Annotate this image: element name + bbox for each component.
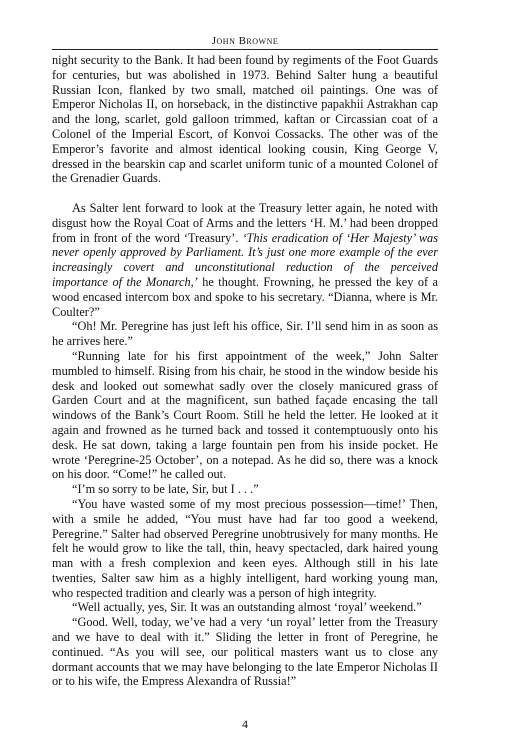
body-text: [52, 53, 438, 689]
paragraph-1: [52, 53, 438, 186]
paragraph-segment: “Well actually, yes, Sir. It was an outstanding almost ‘royal’ weekend.”: [72, 600, 422, 615]
paragraph-segment: night security to the Bank. It had been found by regiments of the Foot Guards for centuries, but was abolished in 1973. Behind Salter hung a beautiful Russian Icon, flanked by two small, matched oil paintings. One was of Emperor Nicholas II, on horseback, in the distinctive papakhii Astrakhan cap and the long, scarlet, gold galloon trimmed, kaftan or Circassian coat of a Colonel of the Imperial Escort, of Konvoi Cossacks. The other was of the Emperor’s favorite and almost identical looking cousin, King George V, dressed in the bearskin cap and scarlet uniform tunic of a mounted Colonel of the Grenadier Guards.: [52, 53, 438, 186]
paragraph-5: [52, 482, 438, 497]
paragraph-3: [52, 319, 438, 349]
paragraph-segment: As Salter lent forward to look at the Treasury letter again, he noted with disgust how the Royal Coat of Arms and the letters ‘H. M.’ had been dropped from in front of the word ‘Treasury’.: [52, 200, 438, 245]
paragraph-2: [52, 201, 438, 319]
paragraph-segment: “You have wasted some of my most precious possession—time!’ Then, with a smile he added, “You must have had far too good a weekend, Peregrine.” Salter had observed Peregrine unobtrusively for many months. He felt he would grow to like the tall, thin, heavy spectacled, dark haired young man with a fresh complexion and keen eyes. Although still in his late twenties, Salter saw him as a highly intelligent, hard working young man, who respected tradition and clearly was a person of high integrity.: [52, 496, 438, 600]
page-number: 4: [242, 717, 248, 731]
paragraph-segment: “Running late for his first appointment of the week,” John Salter mumbled to himself. Rising from his chair, he stood in the window beside his desk and looked out somewhat sadly over the closely manicured grass of Garden Court and at the magnificent, sun bathed façade encasing the tall windows of the Bank’s Court Room. Still he held the letter. He looked at it again and frowned as he turned back and tossed it contemptuously onto his desk. He sat down, taking a large fountain pen from his inside pocket. He wrote ‘Peregrine-25 October’, on a notepad. As he did so, there was a knock on his door. “Come!” he called out.: [52, 348, 438, 482]
running-head: John Browne: [211, 35, 279, 47]
paragraph-7: [52, 600, 438, 615]
header-rule: [52, 49, 438, 50]
paragraph-4: [52, 349, 438, 482]
paragraph-6: [52, 497, 438, 601]
paragraph-segment: “Oh! Mr. Peregrine has just left his office, Sir. I’ll send him in as soon as he arrives here.”: [52, 319, 438, 349]
paragraph-segment: “I’m so sorry to be late, Sir, but I . . .”: [72, 482, 259, 497]
paragraph-segment-italic: ‘This eradication of ‘Her Majesty’ was never openly approved by Parliament. It’s just one more example of the ever increasingly covert and unconstitutional reduction of the perceived importance of the Monarch,’: [52, 230, 438, 289]
paragraph-8: [52, 615, 438, 689]
paragraph-segment: “Good. Well, today, we’ve had a very ‘un royal’ letter from the Treasury and we have to deal with it.” Sliding the letter in front of Peregrine, he continued. “As you will see, our political masters want us to close any dormant accounts that we may have belonging to the late Emperor Nicholas II or to his wife, the Empress Alexandra of Russia!”: [52, 615, 438, 689]
paragraph-segment: he thought. Frowning, he pressed the key of a wood encased intercom box and spoke to his secretary. “Dianna, where is Mr. Coulter?”: [52, 274, 438, 319]
